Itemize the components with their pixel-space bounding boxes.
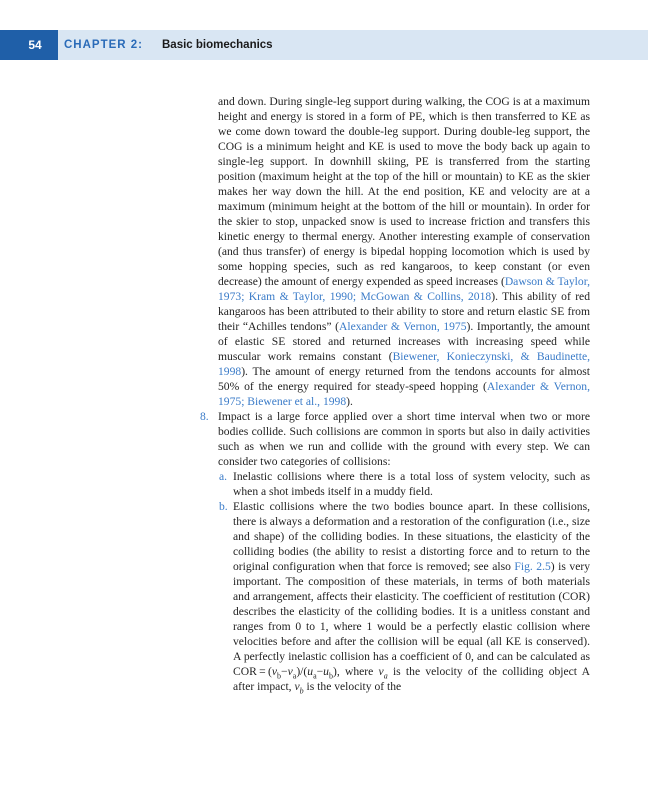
chapter-label: CHAPTER 2: bbox=[64, 39, 144, 51]
paragraph-energy-transfer: and down. During single-leg support during walking, the COG is at a maximum height and energy is stored in a form of PE, which is then transferred to KE as we come down toward the double-leg support. During double-leg support, the COG is a minimum height and KE is used to move the body back up again to single-leg support. In downhill skiing, PE is transferred from the starting position (maximum height at the top of the hill or mountain) to KE as the skier makes her way down the hill. At the end position, KE and velocity are at a maximum (minimum height at the bottom of the hill or mountain). In order for the skier to stop, unpacked snow is used to increase friction and transfers this kinetic energy to thermal energy. Another interesting example of conservation (and thus transfer) of energy is bipedal hopping locomotion which is used by some hopping species, such as red kangaroos, to keep constant (or even decrease) the amount of energy expended as speed increases (Dawson & Taylor, 1973; Kram & Taylor, 1990; McGowan & Collins, 2018). This ability of red kangaroos has been attributed to their ability to store and return elastic SE from their “Achilles tendons” (Alexander & Vernon, 1975). Importantly, the amount of elastic SE stored and returned increases with increasing speed while muscular work remains constant (Biewener, Konieczynski, & Baudinette, 1998). The amount of energy returned from the tendons accounts for almost 50% of the energy required for steady-speed hopping (Alexander & Vernon, 1975; Biewener et al., 1998). bbox=[218, 95, 590, 408]
list-marker: b. bbox=[219, 500, 228, 513]
formula-variable: u bbox=[307, 665, 314, 678]
citation-link[interactable]: Alexander & Vernon, 1975 bbox=[338, 320, 467, 333]
formula-variable: v bbox=[271, 665, 278, 678]
running-header bbox=[0, 30, 648, 60]
body-text bbox=[200, 94, 590, 696]
formula-variable: v bbox=[287, 665, 293, 678]
list-marker: a. bbox=[219, 470, 228, 483]
collision-categories-list bbox=[218, 469, 590, 694]
figure-reference-link[interactable]: Fig. 2.5 bbox=[514, 560, 551, 573]
citation-link[interactable]: Alexander & Vernon, 1975; Biewener et al., 1998 bbox=[218, 380, 590, 408]
list-item-8: 8. Impact is a large force applied over a short time interval when two or more bodies collide. Such collisions are common in sports but also in daily activities such as when we run and collide with the ground with every step. We can consider two categories of collisions: bbox=[200, 410, 590, 468]
citation-link[interactable]: Biewener, Konieczynski, & Baudinette, 1998 bbox=[218, 350, 590, 378]
formula-variable: v bbox=[378, 665, 384, 678]
list-marker: 8. bbox=[200, 410, 209, 423]
list-item-b: b. Elastic collisions where the two bodies bounce apart. In these collisions, there is always a deformation and a restoration of the configuration (i.e., size and shape) of the colliding bodies. In these situations, the elasticity of the colliding bodies (the ability to resist a distorting force and to return to the original configuration when that force is removed; see also Fig. 2.5) is very important. The composition of these materials, in terms of both materials and arrangement, affects their elasticity. The coefficient of restitution (COR) describes the elasticity of the colliding bodies. It is a unitless constant and ranges from 0 to 1, where 1 would be a perfectly elastic collision where velocities before and after the collision will be equal (all KE is conserved). A perfectly inelastic collision has a coefficient of 0, and can be calculated as COR = $(v_b-v_a)/(u_a-u_b)$, where $v_a$ is the velocity of the colliding object A after impact, $v_b$ is the velocity of the bbox=[219, 500, 590, 696]
citation-link[interactable]: Dawson & Taylor, 1973; Kram & Taylor, 1990; McGowan & Collins, 2018 bbox=[218, 275, 590, 303]
formula-variable: v bbox=[294, 680, 300, 693]
list-item-a: a. Inelastic collisions where there is a total loss of system velocity, such as when a shot imbeds itself in a muddy field. bbox=[219, 470, 590, 498]
chapter-title: Basic biomechanics bbox=[162, 39, 273, 51]
formula-variable: u bbox=[323, 665, 329, 678]
page-number: 54 bbox=[0, 30, 58, 60]
